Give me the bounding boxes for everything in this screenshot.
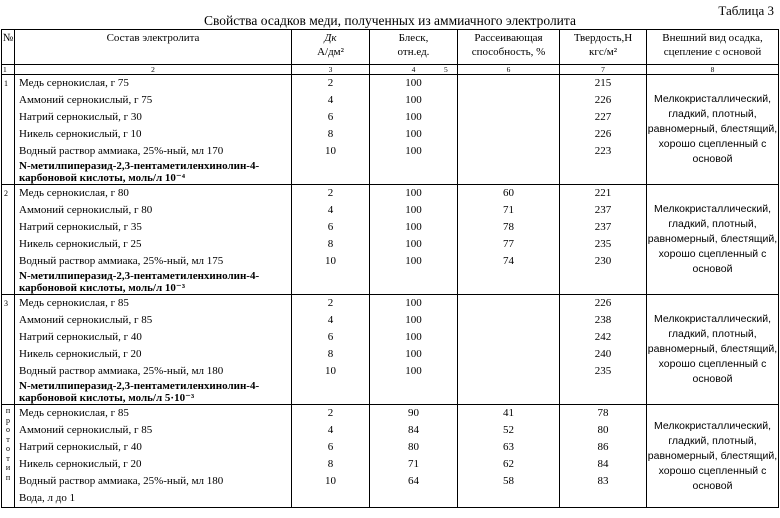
column-index-row	[2, 65, 779, 75]
table-cell: Натрий сернокислый, г 40	[19, 331, 142, 343]
table-cell: Медь сернокислая, г 80	[19, 187, 129, 199]
header-hardness: Твердость,Н кгс/м²	[560, 30, 647, 65]
table-cell: Медь сернокислая, г 75	[19, 77, 129, 89]
group-1-number: 1	[2, 75, 15, 185]
col-index-4: 4	[370, 65, 458, 75]
group-2-number: 2	[2, 185, 15, 295]
group-3-appearance: Мелкокристаллический, гладкий, плотный, равномерный, блестящий, хорошо сцепленный с основой	[647, 295, 779, 405]
table-cell: N-метилпиперазид-2,3-пентаметиленхинолин-4-	[19, 160, 260, 172]
col-index-3: 3	[292, 65, 370, 75]
table-cell: Натрий сернокислый, г 30	[19, 111, 142, 123]
group-1-row	[2, 75, 779, 185]
table-cell: Никель сернокислый, г 20	[19, 348, 142, 360]
table-cell: Никель сернокислый, г 20	[19, 458, 142, 470]
prototype-appearance: Мелкокристаллический, гладкий, плотный, равномерный, блестящий, хорошо сцепленный с основой	[647, 405, 779, 508]
group-2-composition	[15, 185, 292, 295]
group-2-gloss: 100 100 100 100 100	[370, 185, 458, 295]
table-cell: карбоновой кислоты, моль/л 10⁻³	[19, 282, 186, 294]
group-3-composition	[15, 295, 292, 405]
group-3-scatter	[458, 295, 560, 405]
prototype-row	[2, 405, 779, 508]
table-cell: Аммоний сернокислый, г 85	[19, 424, 153, 436]
header-current-density: Дк А/дм²	[292, 30, 370, 65]
table-cell: Аммоний сернокислый, г 85	[19, 314, 153, 326]
group-2-scatter: 60 71 78 77 74	[458, 185, 560, 295]
group-1-appearance: Мелкокристаллический, гладкий, плотный, равномерный, блестящий, хорошо сцепленный с основой	[647, 75, 779, 185]
prototype-composition	[15, 405, 292, 508]
header-gloss: Блеск, отн.ед.	[370, 30, 458, 65]
group-2-appearance: Мелкокристаллический, гладкий, плотный, равномерный, блестящий, хорошо сцепленный с основой	[647, 185, 779, 295]
header-row	[2, 30, 779, 65]
table-cell: Натрий сернокислый, г 40	[19, 441, 142, 453]
table-number-label: Таблица 3	[718, 3, 774, 18]
group-3-dk: 2 4 6 8 10	[292, 295, 370, 405]
col-index-1: 1	[2, 65, 15, 75]
header-appearance: Внешний вид осадка, сцепление с основой	[647, 30, 779, 65]
table-cell: Водный раствор аммиака, 25%-ный, мл 170	[19, 145, 224, 157]
prototype-scatter: 41 52 63 62 58	[458, 405, 560, 508]
header-composition: Состав электролита	[15, 30, 292, 65]
table-cell: Водный раствор аммиака, 25%-ный, мл 180	[19, 365, 224, 377]
group-1-dk: 2 4 6 8 10	[292, 75, 370, 185]
group-1-gloss: 100 100 100 100 100	[370, 75, 458, 185]
group-2-hardness: 221 237 237 235 230	[560, 185, 647, 295]
prototype-gloss: 90 84 80 71 64	[370, 405, 458, 508]
table-cell: N-метилпиперазид-2,3-пентаметиленхинолин-4-	[19, 380, 260, 392]
table-cell: Медь сернокислая, г 85	[19, 297, 129, 309]
prototype-label: п р о т о т и п	[2, 405, 15, 508]
group-1-scatter	[458, 75, 560, 185]
group-1-composition	[15, 75, 292, 185]
table-cell: Водный раствор аммиака, 25%-ный, мл 175	[19, 255, 224, 267]
group-3-row	[2, 295, 779, 405]
prototype-hardness: 78 80 86 84 83	[560, 405, 647, 508]
col-index-7: 7	[560, 65, 647, 75]
col-index-8: 8	[647, 65, 779, 75]
table-cell: Никель сернокислый, г 25	[19, 238, 142, 250]
header-num: №	[2, 30, 15, 65]
group-3-gloss: 100 100 100 100 100	[370, 295, 458, 405]
table-title: Свойства осадков меди, полученных из аммиачного электролита	[204, 13, 576, 28]
table-cell: N-метилпиперазид-2,3-пентаметиленхинолин-4-	[19, 270, 260, 282]
group-3-number: 3	[2, 295, 15, 405]
table-cell: Вода, л до 1	[19, 492, 76, 504]
table-cell: Аммоний сернокислый, г 80	[19, 204, 153, 216]
table-cell: Натрий сернокислый, г 35	[19, 221, 142, 233]
table-cell: карбоновой кислоты, моль/л 10⁻⁴	[19, 172, 186, 184]
table-cell: Водный раствор аммиака, 25%-ный, мл 180	[19, 475, 224, 487]
table-cell: Аммоний сернокислый, г 75	[19, 94, 153, 106]
table-cell: Никель сернокислый, г 10	[19, 128, 142, 140]
group-2-row	[2, 185, 779, 295]
header-scattering: Рассеивающая способность, %	[458, 30, 560, 65]
table-cell: Медь сернокислая, г 85	[19, 407, 129, 419]
group-1-hardness: 215 226 227 226 223	[560, 75, 647, 185]
col-index-5-6: 5 6	[458, 65, 560, 75]
group-2-dk: 2 4 6 8 10	[292, 185, 370, 295]
prototype-dk: 2 4 6 8 10	[292, 405, 370, 508]
col-index-2: 2	[15, 65, 292, 75]
table-cell: карбоновой кислоты, моль/л 5·10⁻³	[19, 392, 195, 404]
properties-table	[1, 29, 779, 508]
group-3-hardness: 226 238 242 240 235	[560, 295, 647, 405]
